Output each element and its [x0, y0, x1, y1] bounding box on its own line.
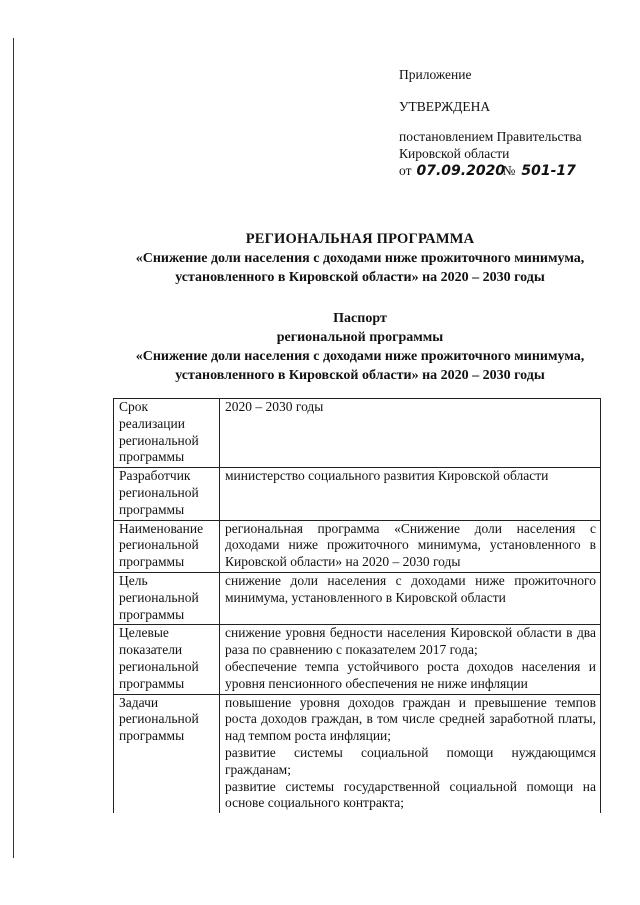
- table-row: [114, 572, 601, 624]
- row-value-line: снижение доли населения с доходами ниже прожиточного минимума, установленного в Кировской области: [225, 572, 596, 605]
- row-label: Наименование региональной программы: [114, 520, 220, 572]
- resolution-line-2: Кировской области: [399, 146, 510, 161]
- row-value-line: снижение уровня бедности населения Кировской области в два раза по сравнению с показателем 2017 года;: [225, 625, 596, 658]
- appendix-label: Приложение: [399, 67, 472, 82]
- row-label: Срок реализации региональной программы: [114, 399, 220, 468]
- passport-heading-line-2: региональной программы: [276, 330, 444, 345]
- row-label: Разработчик региональной программы: [114, 468, 220, 520]
- row-value: [220, 399, 601, 468]
- handwritten-number: 501-17: [521, 163, 576, 179]
- table-row: [114, 694, 601, 813]
- row-value-line: региональная программа «Снижение доли населения с доходами ниже прожиточного минимума, установленного в Кировской области» на 2020 – 2030 годы: [225, 520, 596, 570]
- row-value: [220, 520, 601, 572]
- resolution-line-1: постановлением Правительства: [399, 129, 582, 144]
- table-row: [114, 625, 601, 694]
- passport-heading-line-4: установленного в Кировской области» на 2020 – 2030 годы: [175, 368, 545, 383]
- handwritten-date: 07.09.2020: [416, 163, 506, 179]
- passport-table: [113, 398, 601, 813]
- row-value: [220, 625, 601, 694]
- row-label: Целевые показатели региональной программы: [114, 625, 220, 694]
- date-prefix: от: [399, 163, 412, 178]
- row-value: [220, 572, 601, 624]
- row-value-line: развитие системы государственной социальной помощи на основе социального контракта;: [225, 778, 596, 811]
- passport-heading: [80, 309, 640, 385]
- program-title-line-3: установленного в Кировской области» на 2020 – 2030 годы: [175, 270, 545, 285]
- program-title-line-2: «Снижение доли населения с доходами ниже прожиточного минимума,: [135, 251, 585, 266]
- row-value-line: обеспечение темпа устойчивого роста доходов населения и уровня пенсионного обеспечения не ниже инфляции: [225, 658, 596, 691]
- date-number-line: [399, 162, 582, 180]
- row-value: [220, 468, 601, 520]
- program-title: [80, 230, 640, 287]
- table-row: [114, 468, 601, 520]
- table-row: [114, 399, 601, 468]
- binding-line: [13, 38, 14, 858]
- row-value: [220, 694, 601, 813]
- row-value-line: министерство социального развития Кировской области: [225, 468, 549, 484]
- table-row: [114, 520, 601, 572]
- row-label: Цель региональной программы: [114, 572, 220, 624]
- row-value-line: 2020 – 2030 годы: [225, 399, 324, 414]
- passport-heading-line-3: «Снижение доли населения с доходами ниже прожиточного минимума,: [135, 349, 585, 364]
- approval-stamp-block: [399, 66, 582, 180]
- passport-heading-line-1: Паспорт: [333, 311, 387, 326]
- program-title-line-1: РЕГИОНАЛЬНАЯ ПРОГРАММА: [245, 231, 475, 247]
- row-value-line: повышение уровня доходов граждан и превышение темпов роста доходов граждан, в том числе средней заработной платы, над темпом роста инфляции;: [225, 694, 596, 744]
- row-value-line: развитие системы социальной помощи нуждающимся гражданам;: [225, 744, 596, 777]
- row-label: Задачи региональной программы: [114, 694, 220, 813]
- number-prefix: №: [502, 163, 516, 178]
- approved-label: УТВЕРЖДЕНА: [399, 99, 491, 114]
